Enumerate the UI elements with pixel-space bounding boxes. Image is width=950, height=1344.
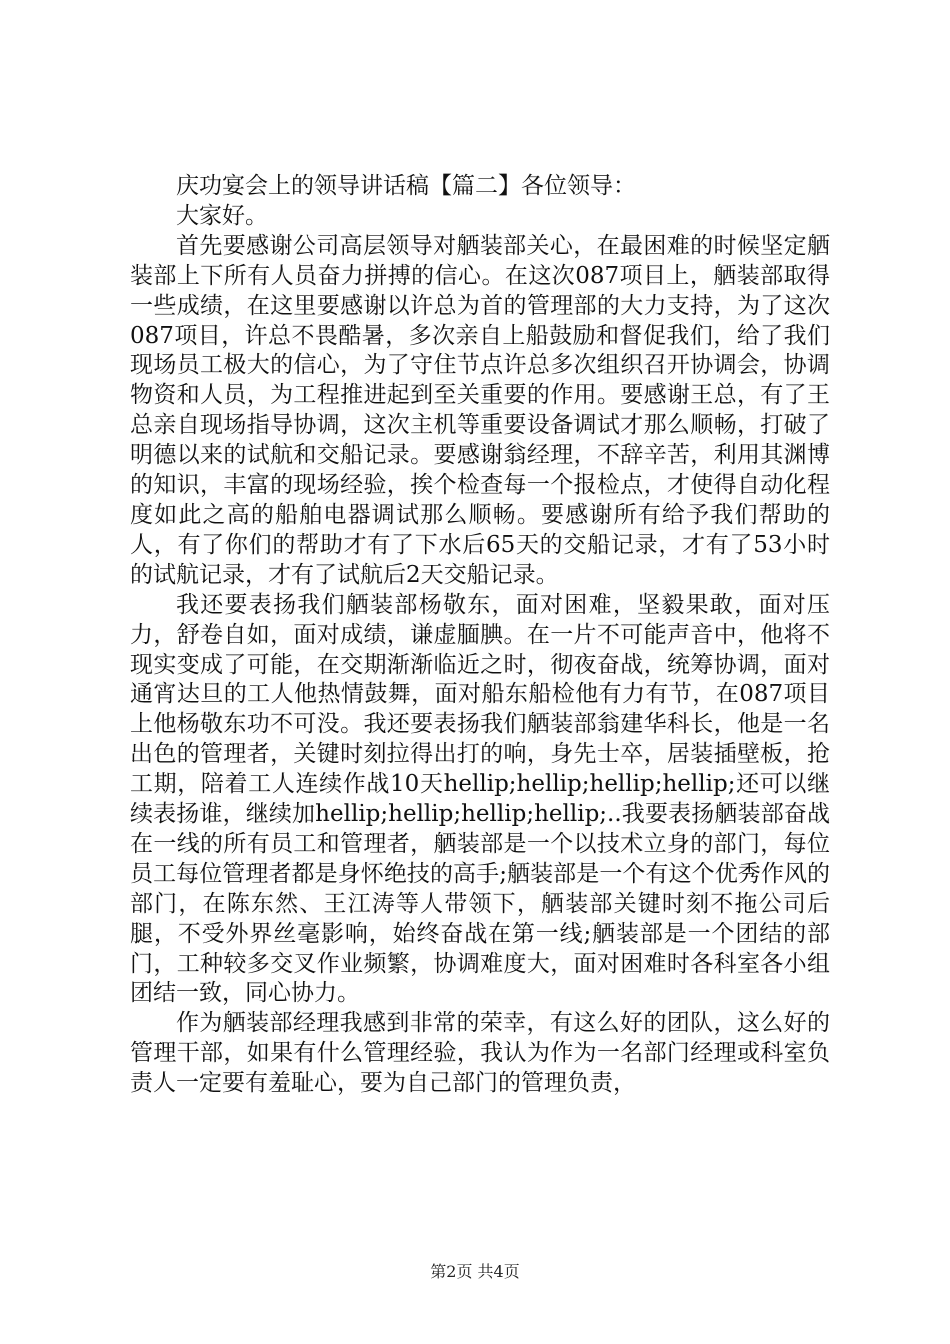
paragraph-praise: 我还要表扬我们舾装部杨敬东，面对困难，坚毅果敢，面对压力，舒卷自如，面对成绩，谦虚腼腆。在一片不可能声音中，他将不现实变成了可能，在交期渐渐临近之时，彻夜奋战，统筹协调，面对通宵达旦的工人他热情鼓舞，面对船东船检他有力有节，在087项目上他杨敬东功不可没。我还要表扬我们舾装部翁建华科长，他是一名出色的管理者，关键时刻拉得出打的响，身先士卒，居装插壁板，抢工期，陪着工人连续作战10天hellip;hellip;hellip;hellip;还可以继续表扬谁，继续加hellip;hellip;hellip;hellip;..我要表扬舾装部奋战在一线的所有员工和管理者，舾装部是一个以技术立身的部门，每位员工每位管理者都是身怀绝技的高手;舾装部是一个有这个优秀作风的部门，在陈东然、王江涛等人带领下，舾装部关键时刻不拖公司后腿，不受外界丝毫影响，始终奋战在第一线;舾装部是一个团结的部门，工种较多交叉作业频繁，协调难度大，面对困难时各科室各小组团结一致，同心协力。 (130, 591, 830, 1007)
paragraph-title-line: 庆功宴会上的领导讲话稿【篇二】各位领导： (176, 173, 636, 199)
page-footer: 第2页 共4页 (430, 1262, 520, 1281)
paragraph-thanks: 首先要感谢公司高层领导对舾装部关心，在最困难的时候坚定舾装部上下所有人员奋力拼搏的信心。在这次087项目上，舾装部取得一些成绩，在这里要感谢以许总为首的管理部的大力支持，为了这次087项目，许总不畏酷暑，多次亲自上船鼓励和督促我们，给了我们现场员工极大的信心，为了守住节点许总多次组织召开协调会，协调物资和人员，为工程推进起到至关重要的作用。要感谢王总，有了王总亲自现场指导协调，这次主机等重要设备调试才那么顺畅，打破了明德以来的试航和交船记录。要感谢翁经理，不辞辛苦，利用其渊博的知识，丰富的现场经验，挨个检查每一个报检点，才使得自动化程度如此之高的船舶电器调试那么顺畅。要感谢所有给予我们帮助的人，有了你们的帮助才有了下水后65天的交船记录，才有了53小时的试航记录，才有了试航后2天交船记录。 (130, 232, 830, 588)
paragraph-reflection: 作为舾装部经理我感到非常的荣幸，有这么好的团队，这么好的管理干部，如果有什么管理经验，我认为作为一名部门经理或科室负责人一定要有羞耻心，要为自己部门的管理负责， (130, 1010, 830, 1097)
document-body (130, 172, 830, 1099)
paragraph-greeting: 大家好。 (176, 202, 268, 229)
